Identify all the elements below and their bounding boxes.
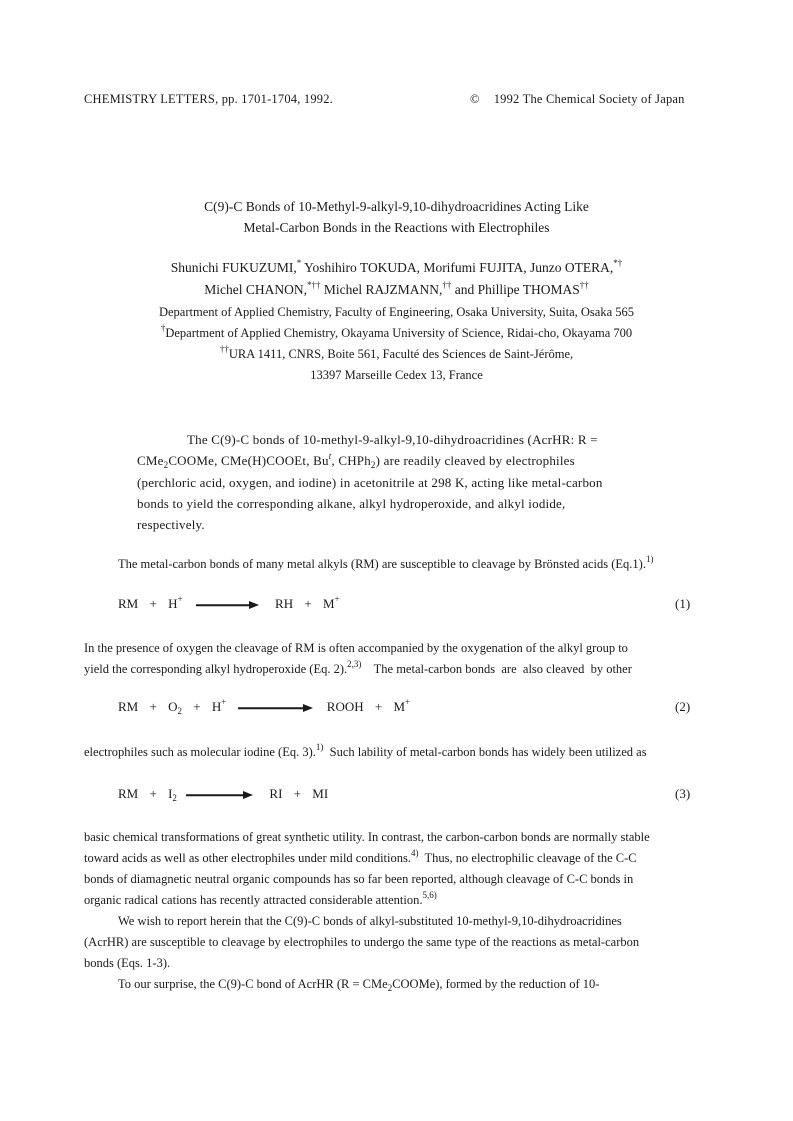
- eq-charge: +: [334, 594, 340, 604]
- affiliation-3: [0, 344, 793, 362]
- body-paragraph-4-line-1: basic chemical transformations of great synthetic utility. In contrast, the carbon-carbon bonds are normally stable: [84, 830, 650, 844]
- eq-plus: +: [149, 596, 157, 611]
- citation-ref: 1): [645, 554, 654, 564]
- eq-plus: +: [374, 699, 383, 714]
- equation-number-3: (3): [675, 786, 691, 801]
- eq-term: H: [211, 699, 222, 714]
- body-text: toward acids as well as other electrophiles under mild conditions.: [84, 851, 411, 865]
- body-paragraph-4-line-3: bonds of diamagnetic neutral organic compounds has so far been reported, although cleavage of C-C bonds in: [84, 872, 634, 886]
- paper-title-line-1: C(9)-C Bonds of 10-Methyl-9-alkyl-9,10-dihydroacridines Acting Like: [204, 199, 589, 214]
- eq-charge: +: [221, 697, 227, 707]
- eq-term: M: [393, 699, 406, 714]
- abstract-text: , CHPh: [331, 453, 371, 468]
- eq-term: I: [168, 786, 173, 801]
- citation-ref: 5,6): [422, 890, 437, 900]
- eq-charge: +: [177, 594, 183, 604]
- eq-charge: +: [405, 697, 411, 707]
- body-paragraph-1: [118, 554, 654, 572]
- equation-2: [118, 699, 410, 715]
- affiliation-4: 13397 Marseille Cedex 13, France: [310, 368, 483, 382]
- body-paragraph-4-line-2: [84, 848, 637, 866]
- body-text: yield the corresponding alkyl hydroperoxide (Eq. 2).: [84, 662, 348, 676]
- abstract-line-3: (perchloric acid, oxygen, and iodine) in acetonitrile at 298 K, acting like metal-carbon: [137, 475, 603, 490]
- body-paragraph-6-line-1: [118, 977, 599, 992]
- authors-line-1: [0, 260, 793, 276]
- eq-term: RM: [118, 699, 139, 714]
- body-paragraph-5-line-1: We wish to report herein that the C(9)-C bonds of alkyl-substituted 10-methyl-9,10-dihydroacridines: [118, 914, 622, 928]
- superscript: t: [328, 451, 332, 461]
- eq-plus: +: [304, 596, 312, 611]
- eq-term: RI: [269, 786, 283, 801]
- equation-1: [118, 596, 340, 612]
- author-mark: ††: [579, 280, 589, 290]
- abstract-line-4: bonds to yield the corresponding alkane, alkyl hydroperoxide, and alkyl iodide,: [137, 496, 566, 511]
- equation-3: [118, 786, 328, 802]
- eq-term: O: [168, 699, 178, 714]
- author-names: Yoshihiro TOKUDA, Morifumi FUJITA, Junzo OTERA,: [301, 260, 614, 275]
- abstract-text: ) are readily cleaved by electrophiles: [375, 453, 575, 468]
- body-paragraph-2-line-1: In the presence of oxygen the cleavage of RM is often accompanied by the oxygenation of the alkyl group to: [84, 641, 628, 655]
- eq-plus: +: [149, 699, 157, 714]
- subscript: 2: [163, 460, 169, 470]
- body-text: electrophiles such as molecular iodine (Eq. 3).: [84, 745, 316, 759]
- body-paragraph-3: [84, 742, 647, 760]
- copyright-icon: ©: [470, 92, 480, 106]
- eq-term: ROOH: [326, 699, 364, 714]
- body-text: The metal-carbon bonds of many metal alkyls (RM) are susceptible to cleavage by Brönsted acids (Eq.1).: [118, 557, 646, 571]
- eq-term: RM: [118, 786, 139, 801]
- abstract-text: CMe: [137, 453, 164, 468]
- body-paragraph-4-line-4: [84, 890, 437, 908]
- author-name: and Phillipe THOMAS: [451, 282, 580, 297]
- authors-line-2: [0, 282, 793, 298]
- copyright-text: 1992 The Chemical Society of Japan: [493, 92, 685, 106]
- subscript: 2: [172, 793, 177, 803]
- eq-plus: +: [193, 699, 201, 714]
- body-paragraph-5-line-3: bonds (Eqs. 1-3).: [84, 956, 171, 970]
- body-text: To our surprise, the C(9)-C bond of AcrHR (R = CMe: [118, 977, 388, 991]
- author-mark: *: [296, 258, 302, 268]
- author-mark: *†: [613, 258, 623, 268]
- paper-title-line-2: Metal-Carbon Bonds in the Reactions with Electrophiles: [243, 220, 550, 235]
- copyright-line: [470, 92, 685, 107]
- abstract-line-1: The C(9)-C bonds of 10-methyl-9-alkyl-9,10-dihydroacridines (AcrHR: R =: [187, 432, 598, 447]
- reaction-arrow-icon: [196, 600, 258, 610]
- equation-number-1: (1): [675, 596, 691, 611]
- body-text: The metal-carbon bonds are also cleaved by other: [361, 662, 632, 676]
- author-name: Michel CHANON,: [204, 282, 307, 297]
- abstract-line-2: [137, 453, 575, 469]
- eq-term: M: [322, 596, 335, 611]
- eq-plus: +: [149, 786, 157, 801]
- citation-ref: 2,3): [347, 659, 362, 669]
- subscript: 2: [177, 706, 182, 716]
- author-name: Shunichi FUKUZUMI,: [170, 260, 297, 275]
- body-text: Thus, no electrophilic cleavage of the C-C: [418, 851, 637, 865]
- eq-plus: +: [293, 786, 302, 801]
- body-text: COOMe), formed by the reduction of 10-: [392, 977, 600, 991]
- eq-term: RM: [118, 596, 139, 611]
- eq-term: H: [168, 596, 178, 611]
- eq-term: RH: [275, 596, 294, 611]
- author-name: Michel RAJZMANN,: [320, 282, 443, 297]
- affiliation-2: [0, 323, 793, 341]
- reaction-arrow-icon: [238, 703, 312, 713]
- abstract-line-5: respectively.: [137, 517, 205, 532]
- affiliation-text: URA 1411, CNRS, Boite 561, Faculté des Sciences de Saint-Jérôme,: [228, 347, 574, 361]
- journal-citation: CHEMISTRY LETTERS, pp. 1701-1704, 1992.: [84, 92, 334, 106]
- reaction-arrow-icon: [186, 790, 252, 800]
- author-mark: *††: [306, 280, 321, 290]
- affiliation-1: Department of Applied Chemistry, Faculty of Engineering, Osaka University, Suita, Osaka 565: [158, 305, 635, 319]
- equation-number-2: (2): [675, 699, 691, 714]
- body-paragraph-2-line-2: [84, 659, 632, 677]
- eq-term: MI: [312, 786, 329, 801]
- subscript: 2: [387, 983, 393, 993]
- affiliation-text: Department of Applied Chemistry, Okayama University of Science, Ridai-cho, Okayama 700: [165, 326, 633, 340]
- citation-ref: 1): [315, 742, 324, 752]
- affiliation-mark: ††: [219, 344, 229, 354]
- body-paragraph-5-line-2: (AcrHR) are susceptible to cleavage by electrophiles to undergo the same type of the reactions as metal-carbon: [84, 935, 640, 949]
- body-text: organic radical cations has recently attracted considerable attention.: [84, 893, 423, 907]
- subscript: 2: [370, 460, 376, 470]
- citation-ref: 4): [411, 848, 419, 858]
- body-text: Such lability of metal-carbon bonds has widely been utilized as: [323, 745, 647, 759]
- affiliation-mark: †: [160, 323, 166, 333]
- abstract-text: COOMe, CMe(H)COOEt, Bu: [168, 453, 329, 468]
- author-mark: ††: [442, 280, 452, 290]
